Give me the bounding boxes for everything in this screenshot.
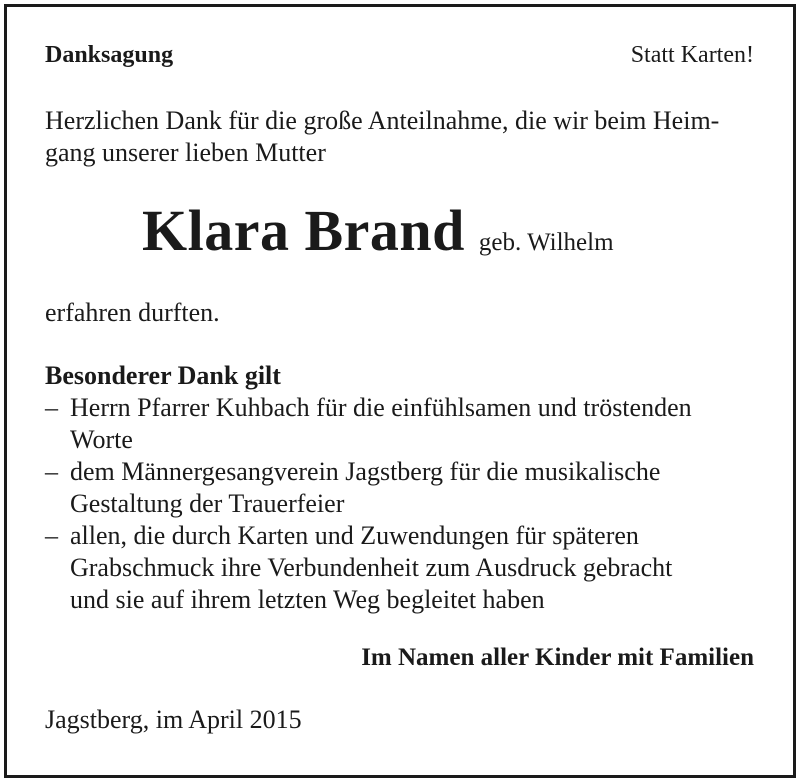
list-item-line: Gestaltung der Trauerfeier <box>70 489 345 518</box>
list-item-line: allen, die durch Karten und Zuwendungen für späteren <box>70 521 639 550</box>
intro-line: Herzlichen Dank für die große Anteilnahme, die wir beim Heim- <box>45 106 720 135</box>
list-item <box>45 520 765 616</box>
deceased-maiden-name: geb. Wilhelm <box>478 229 614 256</box>
list-item <box>45 456 765 520</box>
list-item-line: Herrn Pfarrer Kuhbach für die einfühlsamen und tröstenden <box>70 393 692 422</box>
special-thanks-list <box>45 392 765 616</box>
list-item <box>45 392 765 456</box>
deceased-name-block <box>142 196 614 266</box>
list-item-line: Grabschmuck ihre Verbundenheit zum Ausdruck gebracht <box>70 553 673 582</box>
closing-line: erfahren durften. <box>45 298 220 327</box>
list-dash: – <box>45 393 58 422</box>
notice-subtitle: Statt Karten! <box>630 42 754 68</box>
deceased-name: Klara Brand <box>142 198 465 263</box>
list-dash: – <box>45 521 58 550</box>
place-date: Jagstberg, im April 2015 <box>45 705 302 734</box>
list-item-line: Worte <box>70 425 133 454</box>
list-item-line: dem Männergesangverein Jagstberg für die musikalische <box>70 457 661 486</box>
special-thanks-heading: Besonderer Dank gilt <box>45 361 281 390</box>
list-item-line: und sie auf ihrem letzten Weg begleitet haben <box>70 585 545 614</box>
intro-line: gang unserer lieben Mutter <box>45 138 326 167</box>
signature: Im Namen aller Kinder mit Familien <box>361 644 754 671</box>
intro-text <box>45 105 719 169</box>
list-dash: – <box>45 457 58 486</box>
notice-title: Danksagung <box>45 42 174 68</box>
